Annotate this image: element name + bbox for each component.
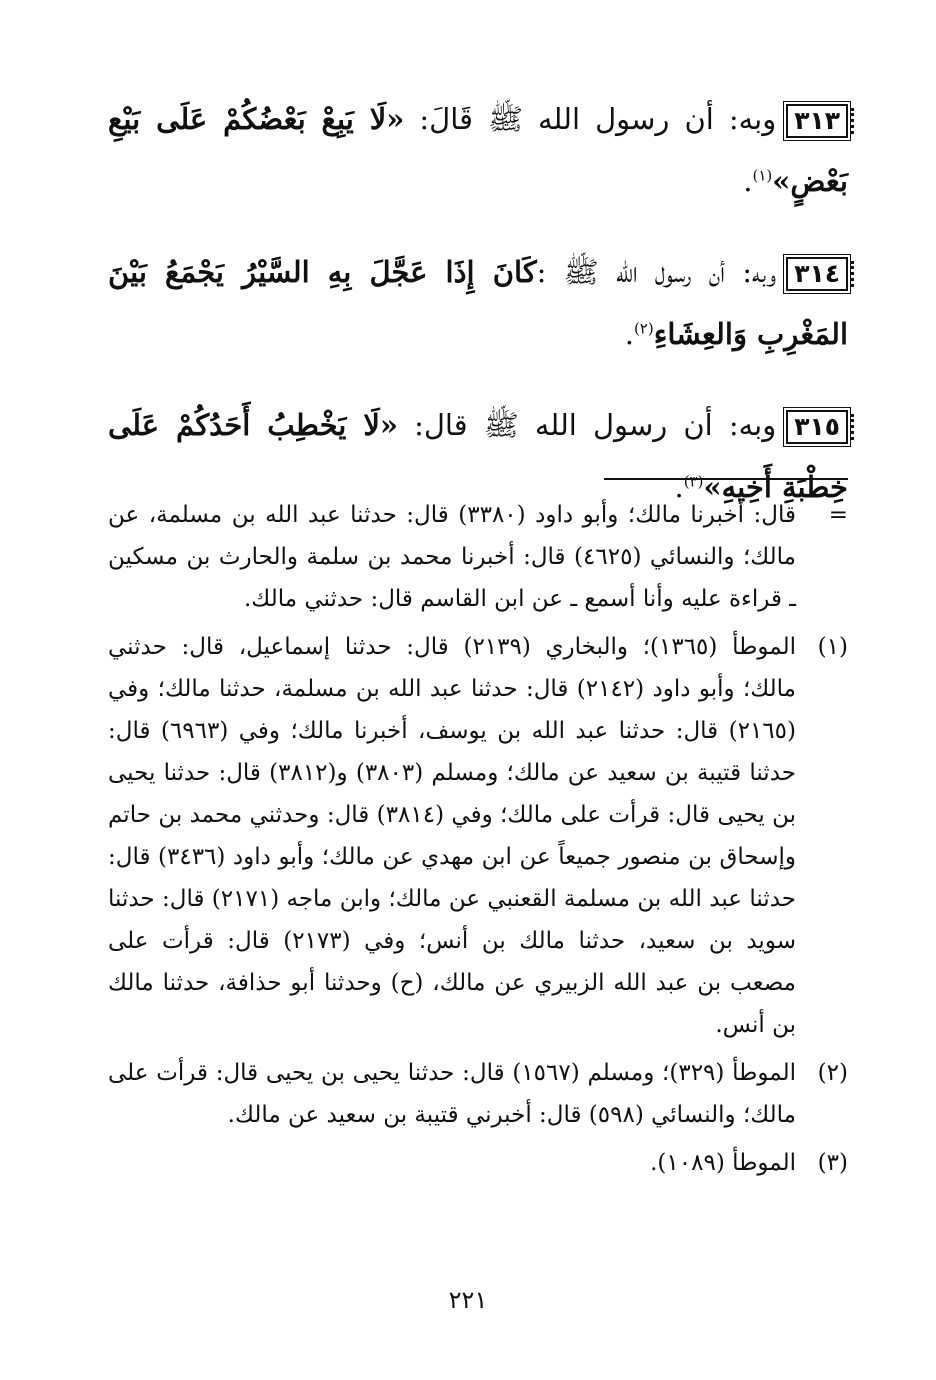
hadith-end: . xyxy=(624,317,634,351)
footnote-text: الموطأ (٣٢٩)؛ ومسلم (١٥٦٧) قال: حدثنا يحيى بن يحيى قال: قرأت على مالك؛ والنسائي (٥٩٨) قال: أخبرني قتيبة بن سعيد عن مالك. xyxy=(108,1060,797,1128)
footnote-text: الموطأ (١٠٨٩). xyxy=(650,1150,796,1176)
footnote-ref: (٣) xyxy=(683,472,704,491)
hadith-314 xyxy=(108,241,848,365)
hadith-313 xyxy=(108,88,848,212)
footnote-ref: (١) xyxy=(752,166,773,185)
footnote-1 xyxy=(108,626,848,1046)
footnote-3 xyxy=(108,1142,848,1184)
hadith-end: . xyxy=(743,164,753,198)
footnote-divider xyxy=(604,478,848,480)
footnote-text: الموطأ (١٣٦٥)؛ والبخاري (٢١٣٩) قال: حدثنا إسماعيل، قال: حدثني مالك؛ وأبو داود (٢١٤٢) قال: حدثنا عبد الله بن مسلمة، حدثنا مالك؛ وفي (٢١٦٥) قال: حدثنا عبد الله بن يوسف، أخبرنا مالك؛ وفي (٦٩٦٣) قال: حدثنا قتيبة بن سعيد عن مالك؛ ومسلم (٣٨٠٣) و(٣٨١٢) قال: حدثنا يحيى بن يحيى قال: قرأت على مالك؛ وفي (٣٨١٤) قال: وحدثني محمد بن حاتم وإسحاق بن منصور جميعاً عن ابن مهدي عن مالك؛ وأبو داود (٣٤٣٦) قال: حدثنا عبد الله بن مسلمة القعنبي عن مالك؛ وابن ماجه (٢١٧١) قال: حدثنا سويد بن سعيد، حدثنا مالك بن أنس؛ وفي (٢١٧٣) قال: قرأت على مصعب بن عبد الله الزبيري عن مالك، (ح) وحدثنا أبو حذافة، حدثنا مالك بن أنس. xyxy=(108,634,797,1038)
footnotes xyxy=(108,494,848,1190)
footnote-mark: (٣) xyxy=(817,1150,848,1176)
footnote-text: قال: أخبرنا مالك؛ وأبو داود (٣٣٨٠) قال: حدثنا عبد الله بن مسلمة، عن مالك؛ والنسائي (٤٦٢٥) قال: أخبرنا محمد بن سلمة والحارث بن مسكين ـ قراءة عليه وأنا أسمع ـ عن ابن القاسم قال: حدثني مالك. xyxy=(108,502,797,612)
hadith-number-box: ٣١٤ xyxy=(786,257,848,291)
hadith-intro: وبه: أن رسول الله ﷺ : xyxy=(536,255,777,289)
footnote-ref: (٢) xyxy=(633,319,654,338)
footnote-mark: (١) xyxy=(817,634,848,660)
hadith-text: كَانَ إِذَا عَجَّلَ بِهِ السَّيْرُ يَجْمَعُ بَيْنَ المَغْرِبِ وَالعِشَاءِ xyxy=(108,255,848,351)
hadith-intro: وبه: أن رسول الله ﷺ قَالَ: xyxy=(404,102,777,136)
hadith-section xyxy=(108,88,848,524)
footnote-mark: = xyxy=(828,502,848,528)
page-number: ٢٢١ xyxy=(448,1286,488,1314)
hadith-end: . xyxy=(674,470,684,504)
footnote-2 xyxy=(108,1052,848,1136)
footnote-continuation xyxy=(108,494,848,620)
footnote-mark: (٢) xyxy=(817,1060,848,1086)
hadith-number-box: ٣١٣ xyxy=(786,104,848,138)
hadith-text: «لَا يَخْطِبُ أَحَدُكُمْ عَلَى خِطْبَةِ أَخِيهِ» xyxy=(108,408,848,504)
hadith-intro: وبه: أن رسول الله ﷺ قال: xyxy=(398,408,777,442)
hadith-number-box: ٣١٥ xyxy=(786,410,848,444)
hadith-text: «لَا يَبِعْ بَعْضُكُمْ عَلَى بَيْعِ بَعْضٍ» xyxy=(108,102,848,198)
